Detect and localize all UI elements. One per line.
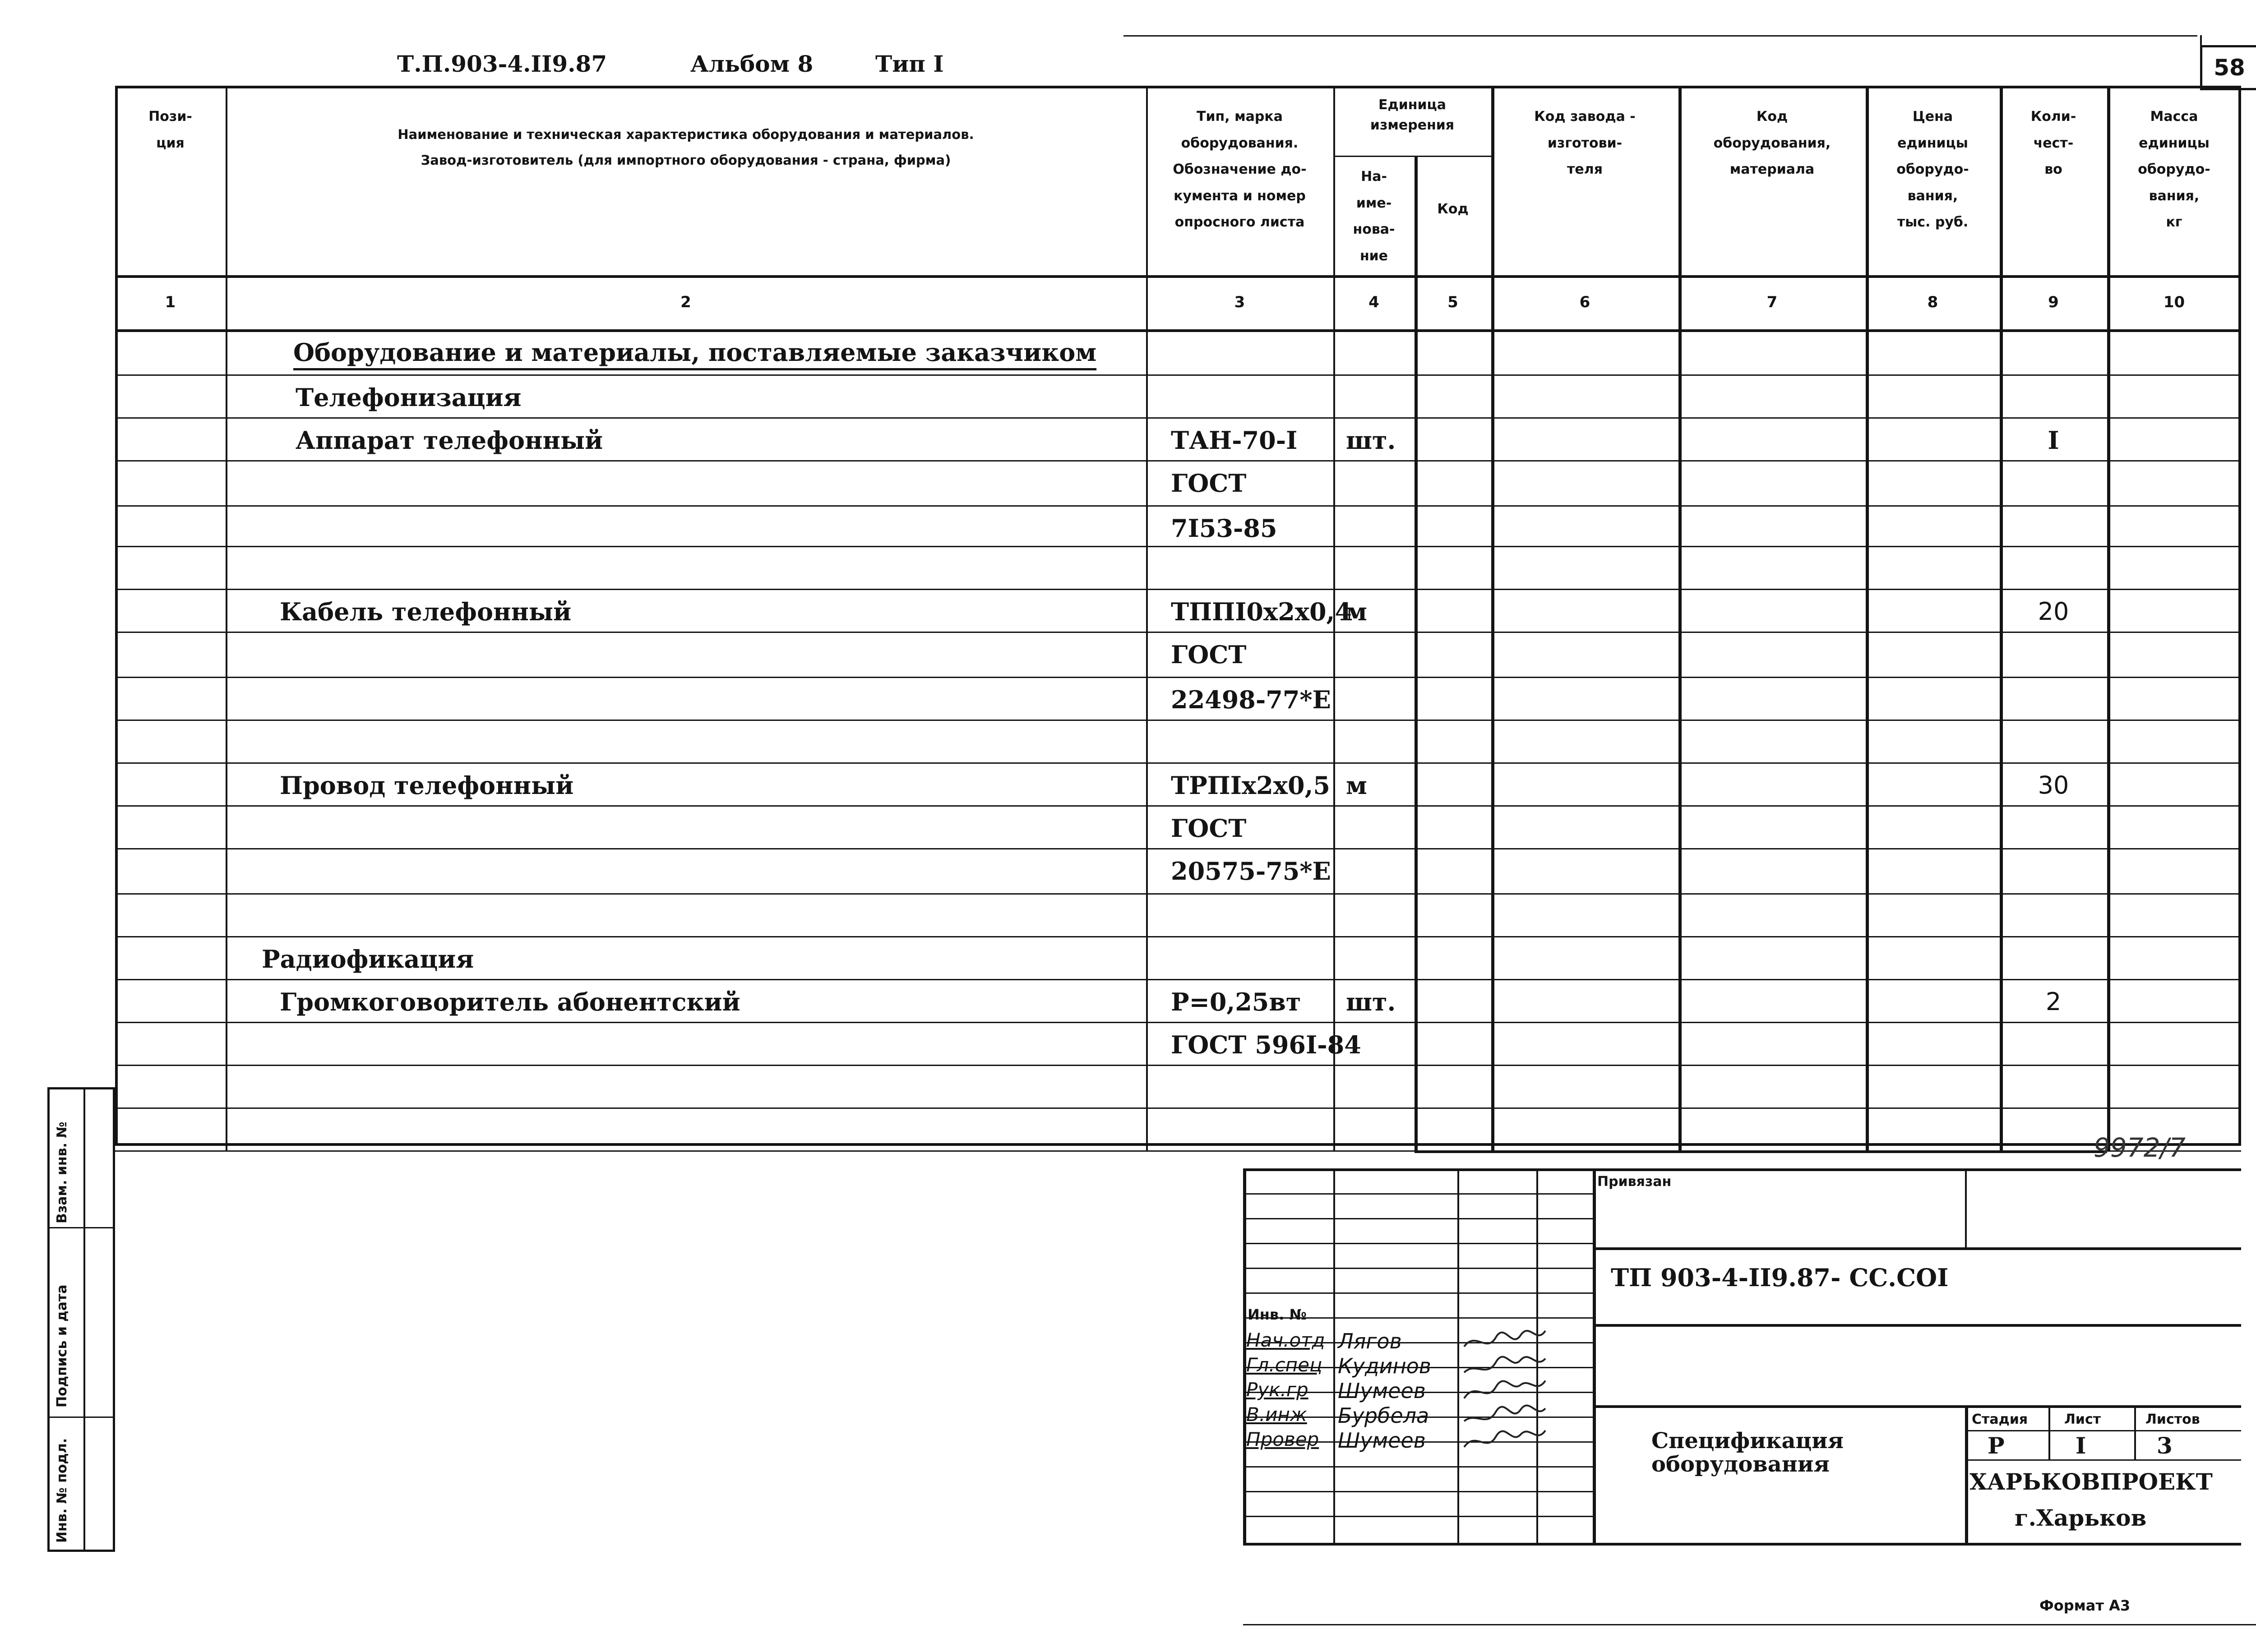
row-rule <box>115 677 2241 678</box>
column-number-9: 9 <box>2048 293 2059 311</box>
title-block-rule <box>1593 1247 2241 1250</box>
page-number: 58 <box>2200 45 2256 90</box>
title-block-rule <box>1593 1168 1596 1543</box>
column-header-4: На- име- нова- ние <box>1353 169 1395 264</box>
signer-name: Лягов <box>1338 1329 1402 1353</box>
header-rule <box>1123 35 2197 37</box>
column-rule <box>226 86 227 1150</box>
header-rule-end <box>2200 35 2202 49</box>
column-number-6: 6 <box>1579 293 1590 311</box>
signer-name: Бурбела <box>1338 1403 1429 1428</box>
unit-group-rule <box>1333 156 1491 157</box>
row-rule <box>115 417 2241 419</box>
row-quantity: 20 <box>2038 597 2069 626</box>
row-name: Громкоговоритель абонентский <box>280 988 740 1016</box>
column-number-4: 4 <box>1368 293 1379 311</box>
doc-code-header: Т.П.903-4.II9.87 <box>397 51 607 77</box>
row-type: Р=0,25вт <box>1171 988 1301 1016</box>
row-name: Аппарат телефонный <box>296 426 603 455</box>
document-title-line2: оборудования <box>1651 1452 1830 1477</box>
type-label: Тип I <box>875 51 944 77</box>
bottom-rule <box>1243 1624 2256 1625</box>
title-block-rule <box>1965 1168 1967 1247</box>
row-type: ТАН-70-I <box>1171 426 1298 455</box>
title-block-rule <box>1243 1218 1593 1219</box>
column-header-8: Цена единицы оборудо- вания, тыс. руб. <box>1896 109 1969 230</box>
column-rule <box>1866 86 1869 1150</box>
box-top <box>1415 329 2107 332</box>
title-block-rule <box>1243 1491 1593 1492</box>
row-type: ТРПIx2x0,5 <box>1171 771 1330 800</box>
row-type: ГОСТ <box>1171 640 1247 669</box>
role-label: Гл.спец <box>1246 1354 1322 1376</box>
sheets-value: 3 <box>2157 1432 2173 1459</box>
stage-value: Р <box>1988 1432 2005 1459</box>
row-rule <box>115 720 2241 721</box>
column-number-5: 5 <box>1447 293 1458 311</box>
title-block-rule <box>1965 1430 2241 1431</box>
row-type: 7I53-85 <box>1171 514 1277 543</box>
title-block-rule <box>1243 1243 1593 1244</box>
row-rule <box>115 589 2241 590</box>
row-name: Радиофикация <box>262 945 474 974</box>
column-header-6: Код завода - изготови- теля <box>1534 109 1636 177</box>
row-unit: шт. <box>1346 988 1396 1016</box>
title-block-rule <box>2048 1405 2050 1459</box>
column-rule <box>2107 86 2110 1150</box>
title-block-rule <box>1965 1405 1968 1543</box>
sheets-label: Листов <box>2145 1412 2200 1427</box>
column-header-9: Коли- чест- во <box>2030 109 2076 177</box>
title-block-rule <box>1593 1405 2241 1408</box>
row-type: 20575-75*Е <box>1171 857 1331 886</box>
unit-group-header: Единица измерения <box>1370 97 1455 133</box>
column-header-2: Наименование и техническая характеристика оборудования и материалов. Завод-изготовитель (для импортного оборудования - страна, фирма) <box>398 127 974 168</box>
column-number-7: 7 <box>1766 293 1778 311</box>
title-block-rule <box>1243 1268 1593 1269</box>
sheet-value: I <box>2076 1432 2086 1459</box>
row-quantity: 30 <box>2038 771 2069 799</box>
title-block-rule <box>1243 1466 1593 1467</box>
signer-name: Кудинов <box>1338 1354 1431 1378</box>
organization-city: г.Харьков <box>2015 1504 2147 1531</box>
row-type: ТППI0x2x0,4 <box>1171 597 1352 626</box>
inv-number-label: Инв. № <box>1248 1306 1307 1323</box>
column-number-10: 10 <box>2163 293 2185 311</box>
header-bottom-rule <box>115 275 2241 278</box>
title-block-rule <box>1243 1193 1593 1195</box>
row-name: Оборудование и материалы, поставляемые заказчиком <box>293 338 1097 367</box>
row-rule <box>115 936 2241 937</box>
column-number-8: 8 <box>1927 293 1938 311</box>
column-rule <box>1678 86 1682 1150</box>
row-quantity: 2 <box>2045 988 2062 1016</box>
sheet-label: Лист <box>2064 1412 2101 1427</box>
column-header-10: Масса единицы оборудо- вания, кг <box>2138 109 2210 230</box>
row-name: Провод телефонный <box>280 771 574 800</box>
row-name: Кабель телефонный <box>280 597 572 626</box>
row-unit: м <box>1346 597 1367 626</box>
title-block-rule <box>2134 1405 2136 1459</box>
row-rule <box>115 762 2241 764</box>
column-header-1: Пози- ция <box>148 109 192 151</box>
document-title-line1: Спецификация <box>1651 1428 1844 1454</box>
column-number-1: 1 <box>165 293 176 311</box>
row-type: ГОСТ 596I-84 <box>1171 1030 1361 1059</box>
row-rule <box>115 632 2241 633</box>
row-unit: м <box>1346 771 1367 800</box>
row-rule <box>115 1022 2241 1023</box>
row-rule <box>115 460 2241 461</box>
column-header-5: Код <box>1437 201 1469 217</box>
row-type: ГОСТ <box>1171 814 1247 843</box>
row-type: 22498-77*Е <box>1171 685 1331 714</box>
signer-name: Шумеев <box>1338 1428 1426 1453</box>
row-name: Телефонизация <box>296 383 522 412</box>
title-block-rule <box>1965 1459 2241 1461</box>
organization-name: ХАРЬКОВПРОЕКТ <box>1969 1468 2213 1495</box>
column-header-7: Код оборудования, материала <box>1713 109 1831 177</box>
title-block-rule <box>1243 1292 1593 1294</box>
row-rule <box>115 374 2241 376</box>
column-rule <box>1491 86 1494 1150</box>
row-unit: шт. <box>1346 426 1396 455</box>
role-label: В.инж <box>1246 1403 1307 1426</box>
role-label: Рук.гр <box>1246 1379 1308 1401</box>
title-block-rule <box>1243 1516 1593 1517</box>
column-number-3: 3 <box>1234 293 1245 311</box>
album-label: Альбом 8 <box>690 51 814 77</box>
format-label: Формат А3 <box>2039 1597 2131 1614</box>
box-bottom <box>1415 1150 2107 1153</box>
row-rule <box>115 546 2241 547</box>
row-rule <box>115 505 2241 507</box>
row-quantity: I <box>2048 426 2059 455</box>
row-rule <box>115 1065 2241 1066</box>
side-label-inv-original: Инв. № подл. <box>54 1438 70 1543</box>
title-block-rule <box>1333 1168 1335 1543</box>
row-rule <box>115 805 2241 807</box>
row-rule <box>115 848 2241 849</box>
row-rule <box>115 893 2241 895</box>
role-label: Нач.отд <box>1246 1329 1325 1351</box>
row-rule <box>115 1107 2241 1109</box>
side-label-signature-date: Подпись и дата <box>54 1284 70 1407</box>
privyazan-label: Привязан <box>1597 1174 1672 1190</box>
row-rule <box>115 979 2241 980</box>
column-header-3: Тип, марка оборудования. Обозначение до- кумента и номер опросного листа <box>1173 109 1307 230</box>
column-rule <box>1146 86 1148 1150</box>
handwritten-number: 9972/7 <box>2094 1132 2186 1163</box>
title-block-doc-code: ТП 903-4-II9.87- СС.СОI <box>1611 1263 1949 1292</box>
signature-scribble <box>1462 1426 1548 1457</box>
stage-label: Стадия <box>1972 1412 2028 1427</box>
side-label-replace-inv: Взам. инв. № <box>54 1121 70 1223</box>
row-type: ГОСТ <box>1171 469 1247 498</box>
role-label: Провер <box>1246 1428 1319 1450</box>
signer-name: Шумеев <box>1338 1379 1426 1403</box>
title-block-rule <box>1457 1168 1459 1543</box>
column-number-2: 2 <box>680 293 691 311</box>
title-block-rule <box>1593 1324 2241 1327</box>
